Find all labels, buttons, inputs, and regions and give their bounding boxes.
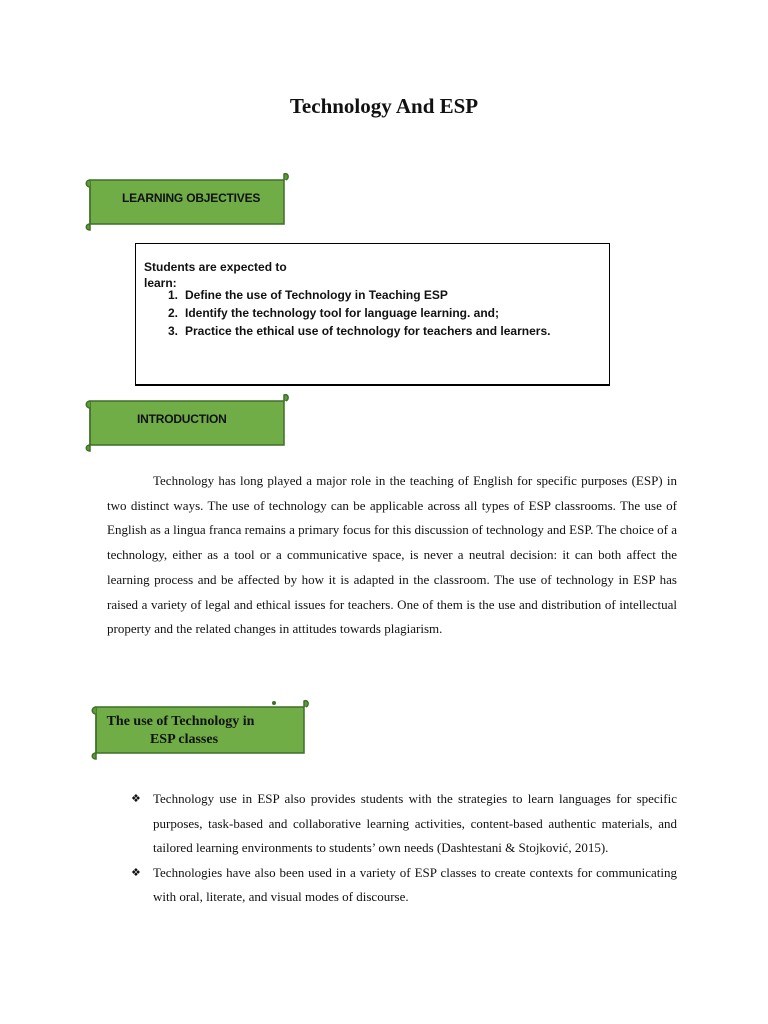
diamond-bullet-icon: ❖: [131, 793, 141, 805]
list-item: 2. Identify the technology tool for language learning. and;: [167, 306, 500, 320]
objectives-intro: Students are expected to learn:: [144, 260, 287, 290]
list-item: 1. Define the use of Technology in Teaching ESP: [167, 288, 448, 302]
technology-use-banner: [88, 697, 310, 763]
introduction-banner: [82, 391, 292, 455]
objectives-box: [135, 243, 610, 386]
page-title: Technology And ESP: [289, 94, 479, 118]
banner-label-line2: ESP classes: [149, 732, 219, 747]
list-item: ❖ Technology use in ESP also provides students with the strategies to learn languages for specific purposes, task-based and collaborative learning activities, content-based authentic materials, and tailored learning environments to students’ own needs (Dashtestani & Stojković, 2015).: [131, 787, 677, 861]
objectives-list: [158, 286, 550, 340]
banner-label: INTRODUCTION: [137, 412, 227, 426]
banner-label: LEARNING OBJECTIVES: [122, 191, 261, 205]
introduction-paragraph: Technology has long played a major role in the teaching of English for specific purposes (ESP) in two distinct ways. The use of technology can be applicable across all types of ESP classrooms. The use of English as a lingua franca remains a primary focus for this discussion of technology and ESP. The choice of a technology, either as a tool or a communicative space, is never a neutral decision: it can both affect the learning process and be affected by how it is adapted in the classroom. The use of technology in ESP has raised a variety of legal and ethical issues for teachers. One of them is the use and distribution of intellectual property and the related changes in attitudes towards plagiarism.: [107, 473, 677, 637]
banner-label-line1: The use of Technology in: [106, 714, 255, 729]
list-item: 3. Practice the ethical use of technology for teachers and learners.: [167, 324, 551, 338]
bullet-list: [131, 787, 677, 910]
list-item: ❖ Technologies have also been used in a variety of ESP classes to create contexts for communicating with oral, literate, and visual modes of discourse.: [131, 861, 677, 910]
diamond-bullet-icon: ❖: [131, 866, 141, 879]
learning-objectives-banner: [82, 170, 292, 234]
